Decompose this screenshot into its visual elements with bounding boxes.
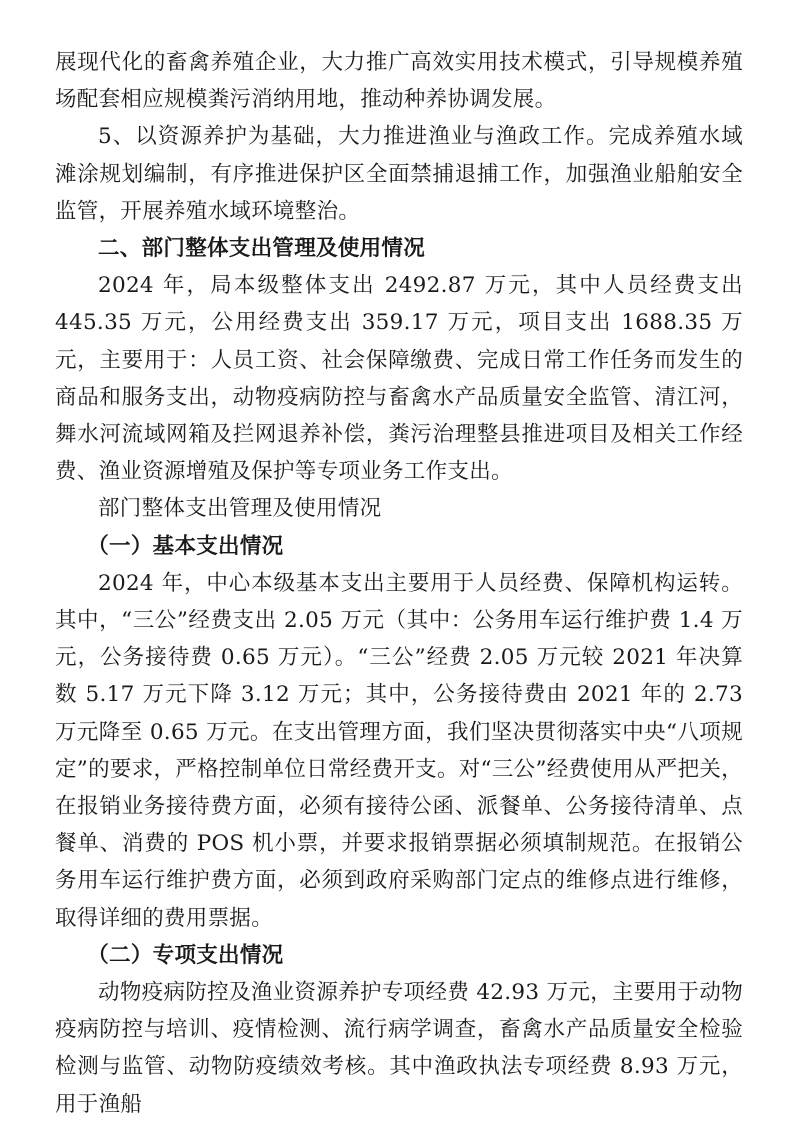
subheading-special-expenditure: （二）专项支出情况 [87, 942, 284, 968]
section-heading-expenditure: 二、部门整体支出管理及使用情况 [98, 236, 426, 262]
section-subtitle-expenditure: 部门整体支出管理及使用情况 [98, 496, 382, 522]
paragraph-basic-expenditure: 2024 年，中心本级基本支出主要用于人员经费、保障机构运转。其中，“三公”经费支出 2.05 万元（其中：公务用车运行维护费 1.4 万元，公务接待费 0.65 万元）。“三公”经费 2.05 万元较 2021 年决算数 5.17 万元下降 3.12 万元；其中，公务接待费由 2021 年的 2.73 万元降至 0.65 万元。在支出管理方面，我们坚决贯彻落实中央“八项规定”的要求，严格控制单位日常经费开支。对“三公”经费使用从严把关，在报销业务接待费方面，必须有接待公函、派餐单、公务接待清单、点餐单、消费的 POS 机小票，并要求报销票据必须填制规范。在报销公务用车运行维护费方面，必须到政府采购部门定点的维修点进行维修，取得详细的费用票据。 [55, 570, 743, 931]
subheading-basic-expenditure: （一）基本支出情况 [87, 533, 284, 559]
paragraph-fishery-work: 5、以资源养护为基础，大力推进渔业与渔政工作。完成养殖水域滩涂规划编制，有序推进保护区全面禁捕退捕工作，加强渔业船舶安全监管，开展养殖水域环境整治。 [55, 124, 743, 224]
paragraph-continuation: 展现代化的畜禽养殖企业，大力推广高效实用技术模式，引导规模养殖场配套相应规模粪污消纳用地，推动种养协调发展。 [55, 50, 743, 113]
paragraph-overall-expenditure: 2024 年，局本级整体支出 2492.87 万元，其中人员经费支出 445.35 万元，公用经费支出 359.17 万元，项目支出 1688.35 万元，主要用于：人员工资、社会保障缴费、完成日常工作任务而发生的商品和服务支出，动物疫病防控与畜禽水产品质量安全监管、清江河，舞水河流域网箱及拦网退养补偿，粪污治理整县推进项目及相关工作经费、渔业资源增殖及保护等专项业务工作支出。 [55, 273, 743, 485]
paragraph-special-expenditure: 动物疫病防控及渔业资源养护专项经费 42.93 万元，主要用于动物疫病防控与培训、疫情检测、流行病学调查，畜禽水产品质量安全检验检测与监管、动物防疫绩效考核。其中渔政执法专项经费 8.93 万元，用于渔船 [55, 980, 743, 1117]
